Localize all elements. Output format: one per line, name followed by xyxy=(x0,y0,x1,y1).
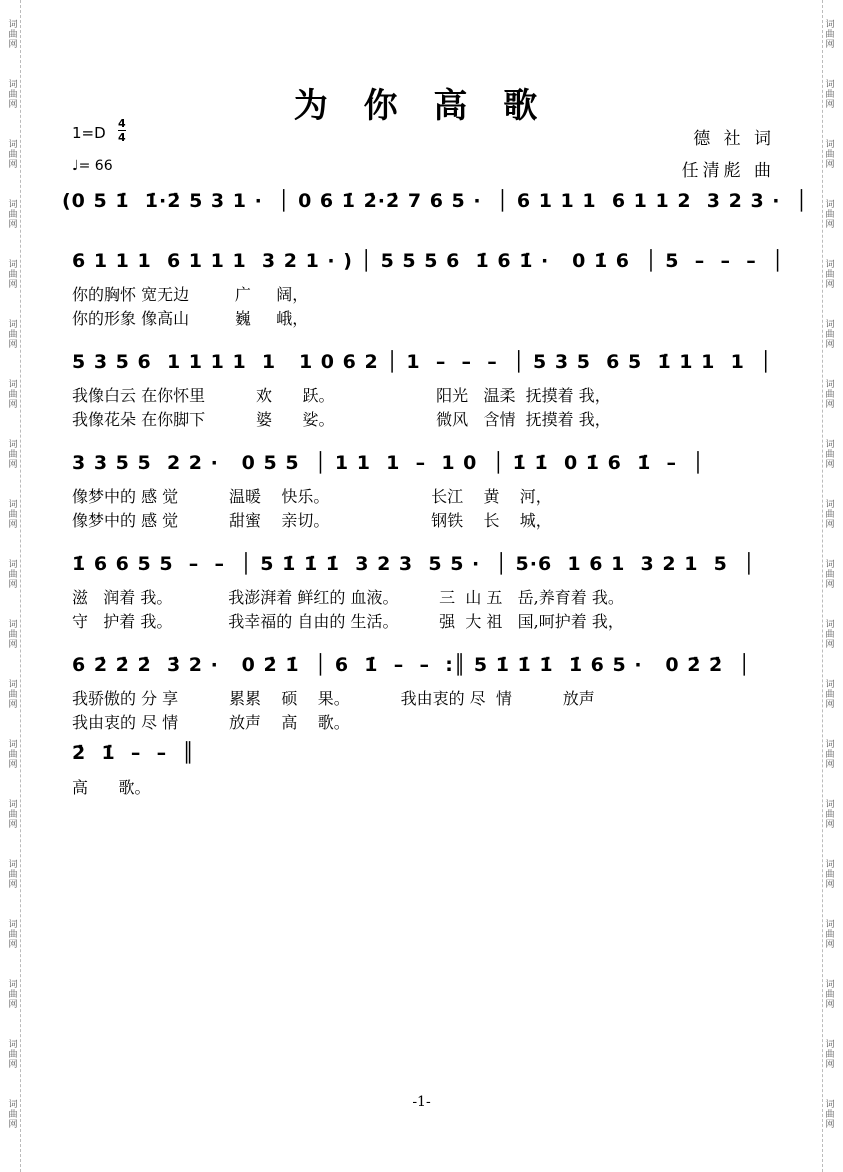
watermark-glyph: 词 曲 网 xyxy=(825,500,835,530)
notation-row-7: 2̇ 1̇ – – ║ xyxy=(72,742,195,764)
notation-row-4: 3 3 5 5 2 2 · 0 5 5 │ 1 1 1 – 1 0 │ 1̇ 1̇ 0 1̇ 6 1̇ – │ xyxy=(72,452,705,474)
watermark-glyph: 词 曲 网 xyxy=(825,1100,835,1130)
watermark-glyph: 词 曲 网 xyxy=(825,860,835,890)
watermark-glyph: 词 曲 网 xyxy=(8,140,18,170)
lyrics-row-6-verse-1: 我骄傲的 分 享 累累 硕 果。 我由衷的 尽 情 放声 xyxy=(72,689,595,708)
tempo-marking: ♩= 66 xyxy=(72,158,113,174)
watermark-glyph: 词 曲 网 xyxy=(825,1040,835,1070)
watermark-glyph: 词 曲 网 xyxy=(8,20,18,50)
watermark-glyph: 词 曲 网 xyxy=(8,440,18,470)
watermark-glyph: 词 曲 网 xyxy=(825,20,835,50)
watermark-glyph: 词 曲 网 xyxy=(825,140,835,170)
lyricist-credit: 德 社 词 xyxy=(693,129,775,149)
watermark-glyph: 词 曲 网 xyxy=(825,980,835,1010)
page-number: -1- xyxy=(412,1094,431,1110)
time-numerator: 4 xyxy=(118,117,126,130)
watermark-glyph: 词 曲 网 xyxy=(8,740,18,770)
time-signature xyxy=(118,117,126,144)
lyrics-row-5-verse-2: 守 护着 我。 我幸福的 自由的 生活。 强 大 祖 国,呵护着 我， xyxy=(72,612,624,631)
notation-row-5: 1̇ 6 6 5 5 – – │ 5 1̇ 1̇ 1̇ 3 2 3 5 5 · │ 5·6 1 6 1 3 2 1 5 │ xyxy=(72,553,756,575)
key-signature: 1=D xyxy=(72,124,106,142)
watermark-glyph: 词 曲 网 xyxy=(8,380,18,410)
lyrics-row-4-verse-2: 像梦中的 感 觉 甜蜜 亲切。 钢铁 长 城， xyxy=(72,511,552,530)
song-title: 为 你 高 歌 xyxy=(293,86,550,126)
watermark-glyph: 词 曲 网 xyxy=(825,680,835,710)
lyrics-row-7-verse-1: 高 歌。 xyxy=(72,778,151,797)
notation-row-6: 6 2̇ 2̇ 2̇ 3̇ 2 · 0 2̇ 1̇ │ 6 1̇ – – :║ 5 1̇ 1̇ 1̇ 1̇ 6 5 · 0 2̇ 2̇ │ xyxy=(72,654,751,676)
lyrics-row-4-verse-1: 像梦中的 感 觉 温暖 快乐。 长江 黄 河， xyxy=(72,487,552,506)
watermark-glyph: 词 曲 网 xyxy=(825,620,835,650)
notation-row-2: 6 1 1 1 6 1 1 1 3 2 1 · ) │ 5 5 5 6 1̇ 6 1̇ · 0 1̇ 6 │ 5 – – – │ xyxy=(72,250,785,272)
watermark-glyph: 词 曲 网 xyxy=(8,920,18,950)
watermark-glyph: 词 曲 网 xyxy=(8,260,18,290)
watermark-glyph: 词 曲 网 xyxy=(8,800,18,830)
watermark-glyph: 词 曲 网 xyxy=(8,1100,18,1130)
composer-credit: 任清彪 曲 xyxy=(681,161,775,181)
lyrics-row-3-verse-1: 我像白云 在你怀里 欢 跃。 阳光 温柔 抚摸着 我， xyxy=(72,386,611,405)
watermark-glyph: 词 曲 网 xyxy=(8,320,18,350)
watermark-glyph: 词 曲 网 xyxy=(8,860,18,890)
watermark-glyph: 词 曲 网 xyxy=(8,80,18,110)
lyrics-row-5-verse-1: 滋 润着 我。 我澎湃着 鲜红的 血液。 三 山 五 岳,养育着 我。 xyxy=(72,588,624,607)
watermark-glyph: 词 曲 网 xyxy=(825,920,835,950)
notation-row-1: (0 5 1̇ 1̇·2̇ 5 3 1 · │ 0 6 1̇ 2̇·2̇ 7 6 5 · │ 6 1 1 1 6 1 1 2 3 2 3 · │ xyxy=(62,190,809,212)
watermark-glyph: 词 曲 网 xyxy=(825,260,835,290)
watermark-glyph: 词 曲 网 xyxy=(825,380,835,410)
lyrics-row-3-verse-2: 我像花朵 在你脚下 婆 娑。 微风 含情 抚摸着 我， xyxy=(72,410,611,429)
lyrics-row-2-verse-1: 你的胸怀 宽无边 广 阔， xyxy=(72,285,309,304)
watermark-glyph: 词 曲 网 xyxy=(8,620,18,650)
watermark-glyph: 词 曲 网 xyxy=(825,560,835,590)
watermark-glyph: 词 曲 网 xyxy=(825,80,835,110)
lyrics-row-6-verse-2: 我由衷的 尽 情 放声 高 歌。 xyxy=(72,713,350,732)
time-denominator: 4 xyxy=(118,131,126,144)
watermark-glyph: 词 曲 网 xyxy=(825,320,835,350)
watermark-glyph: 词 曲 网 xyxy=(825,200,835,230)
notation-row-3: 5 3 5 6 1 1 1 1 1 1 0 6 2 │ 1 – – – │ 5 3 5 6 5 1̇ 1 1 1 │ xyxy=(72,351,773,373)
lyrics-row-2-verse-2: 你的形象 像高山 巍 峨， xyxy=(72,309,309,328)
watermark-glyph: 词 曲 网 xyxy=(8,980,18,1010)
watermark-glyph: 词 曲 网 xyxy=(8,200,18,230)
watermark-glyph: 词 曲 网 xyxy=(8,560,18,590)
watermark-glyph: 词 曲 网 xyxy=(8,680,18,710)
watermark-glyph: 词 曲 网 xyxy=(825,740,835,770)
watermark-glyph: 词 曲 网 xyxy=(8,1040,18,1070)
watermark-glyph: 词 曲 网 xyxy=(825,800,835,830)
watermark-glyph: 词 曲 网 xyxy=(8,500,18,530)
watermark-glyph: 词 曲 网 xyxy=(825,440,835,470)
